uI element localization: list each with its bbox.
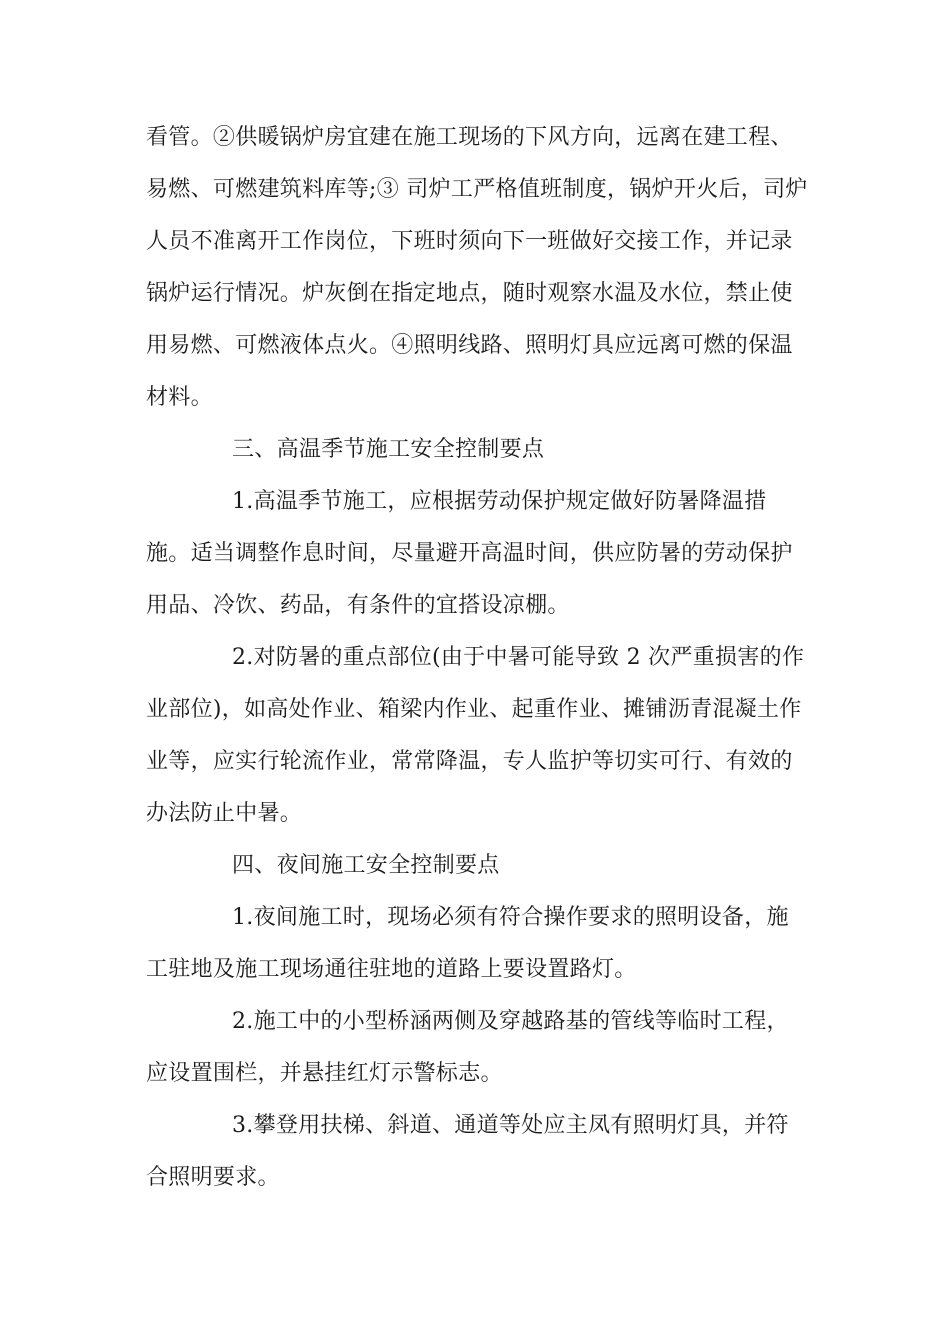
text-line: 应设置围栏，并悬挂红灯示警标志。	[146, 1061, 503, 1086]
text-line: 工驻地及施工现场通往驻地的道路上要设置路灯。	[146, 957, 637, 982]
text-line: 1.夜间施工时，现场必须有符合操作要求的照明设备，施	[232, 905, 789, 930]
text-line: 人员不准离开工作岗位，下班时须向下一班做好交接工作，并记录	[146, 229, 793, 254]
section-heading: 四、夜间施工安全控制要点	[232, 853, 500, 878]
text-line: 易燃、可燃建筑料库等;③ 司炉工严格值班制度，锅炉开火后，司炉	[146, 177, 808, 202]
text-line: 合照明要求。	[146, 1165, 280, 1190]
text-line: 锅炉运行情况。炉灰倒在指定地点，随时观察水温及水位，禁止使	[146, 281, 793, 306]
text-line: 材料。	[146, 385, 213, 410]
text-line: 业部位)，如高处作业、箱梁内作业、起重作业、摊铺沥青混凝土作	[146, 697, 802, 722]
text-line: 用品、冷饮、药品，有条件的宜搭设凉棚。	[146, 593, 570, 618]
text-line: 施。适当调整作息时间，尽量避开高温时间，供应防暑的劳动保护	[146, 541, 793, 566]
text-line: 2.施工中的小型桥涵两侧及穿越路基的管线等临时工程，	[232, 1009, 789, 1034]
text-line: 3.攀登用扶梯、斜道、通道等处应主凤有照明灯具，并符	[232, 1113, 789, 1138]
text-line: 用易燃、可燃液体点火。④照明线路、照明灯具应远离可燃的保温	[146, 333, 793, 358]
text-line: 看管。②供暖锅炉房宜建在施工现场的下风方向，远离在建工程、	[146, 125, 793, 150]
text-line: 办法防止中暑。	[146, 801, 303, 826]
section-heading: 三、高温季节施工安全控制要点	[232, 437, 545, 462]
text-line: 1.高温季节施工，应根据劳动保护规定做好防暑降温措	[232, 489, 767, 514]
text-line: 业等，应实行轮流作业，常常降温，专人监护等切实可行、有效的	[146, 749, 793, 774]
text-line: 2.对防暑的重点部位(由于中暑可能导致 2 次严重损害的作	[232, 645, 805, 670]
